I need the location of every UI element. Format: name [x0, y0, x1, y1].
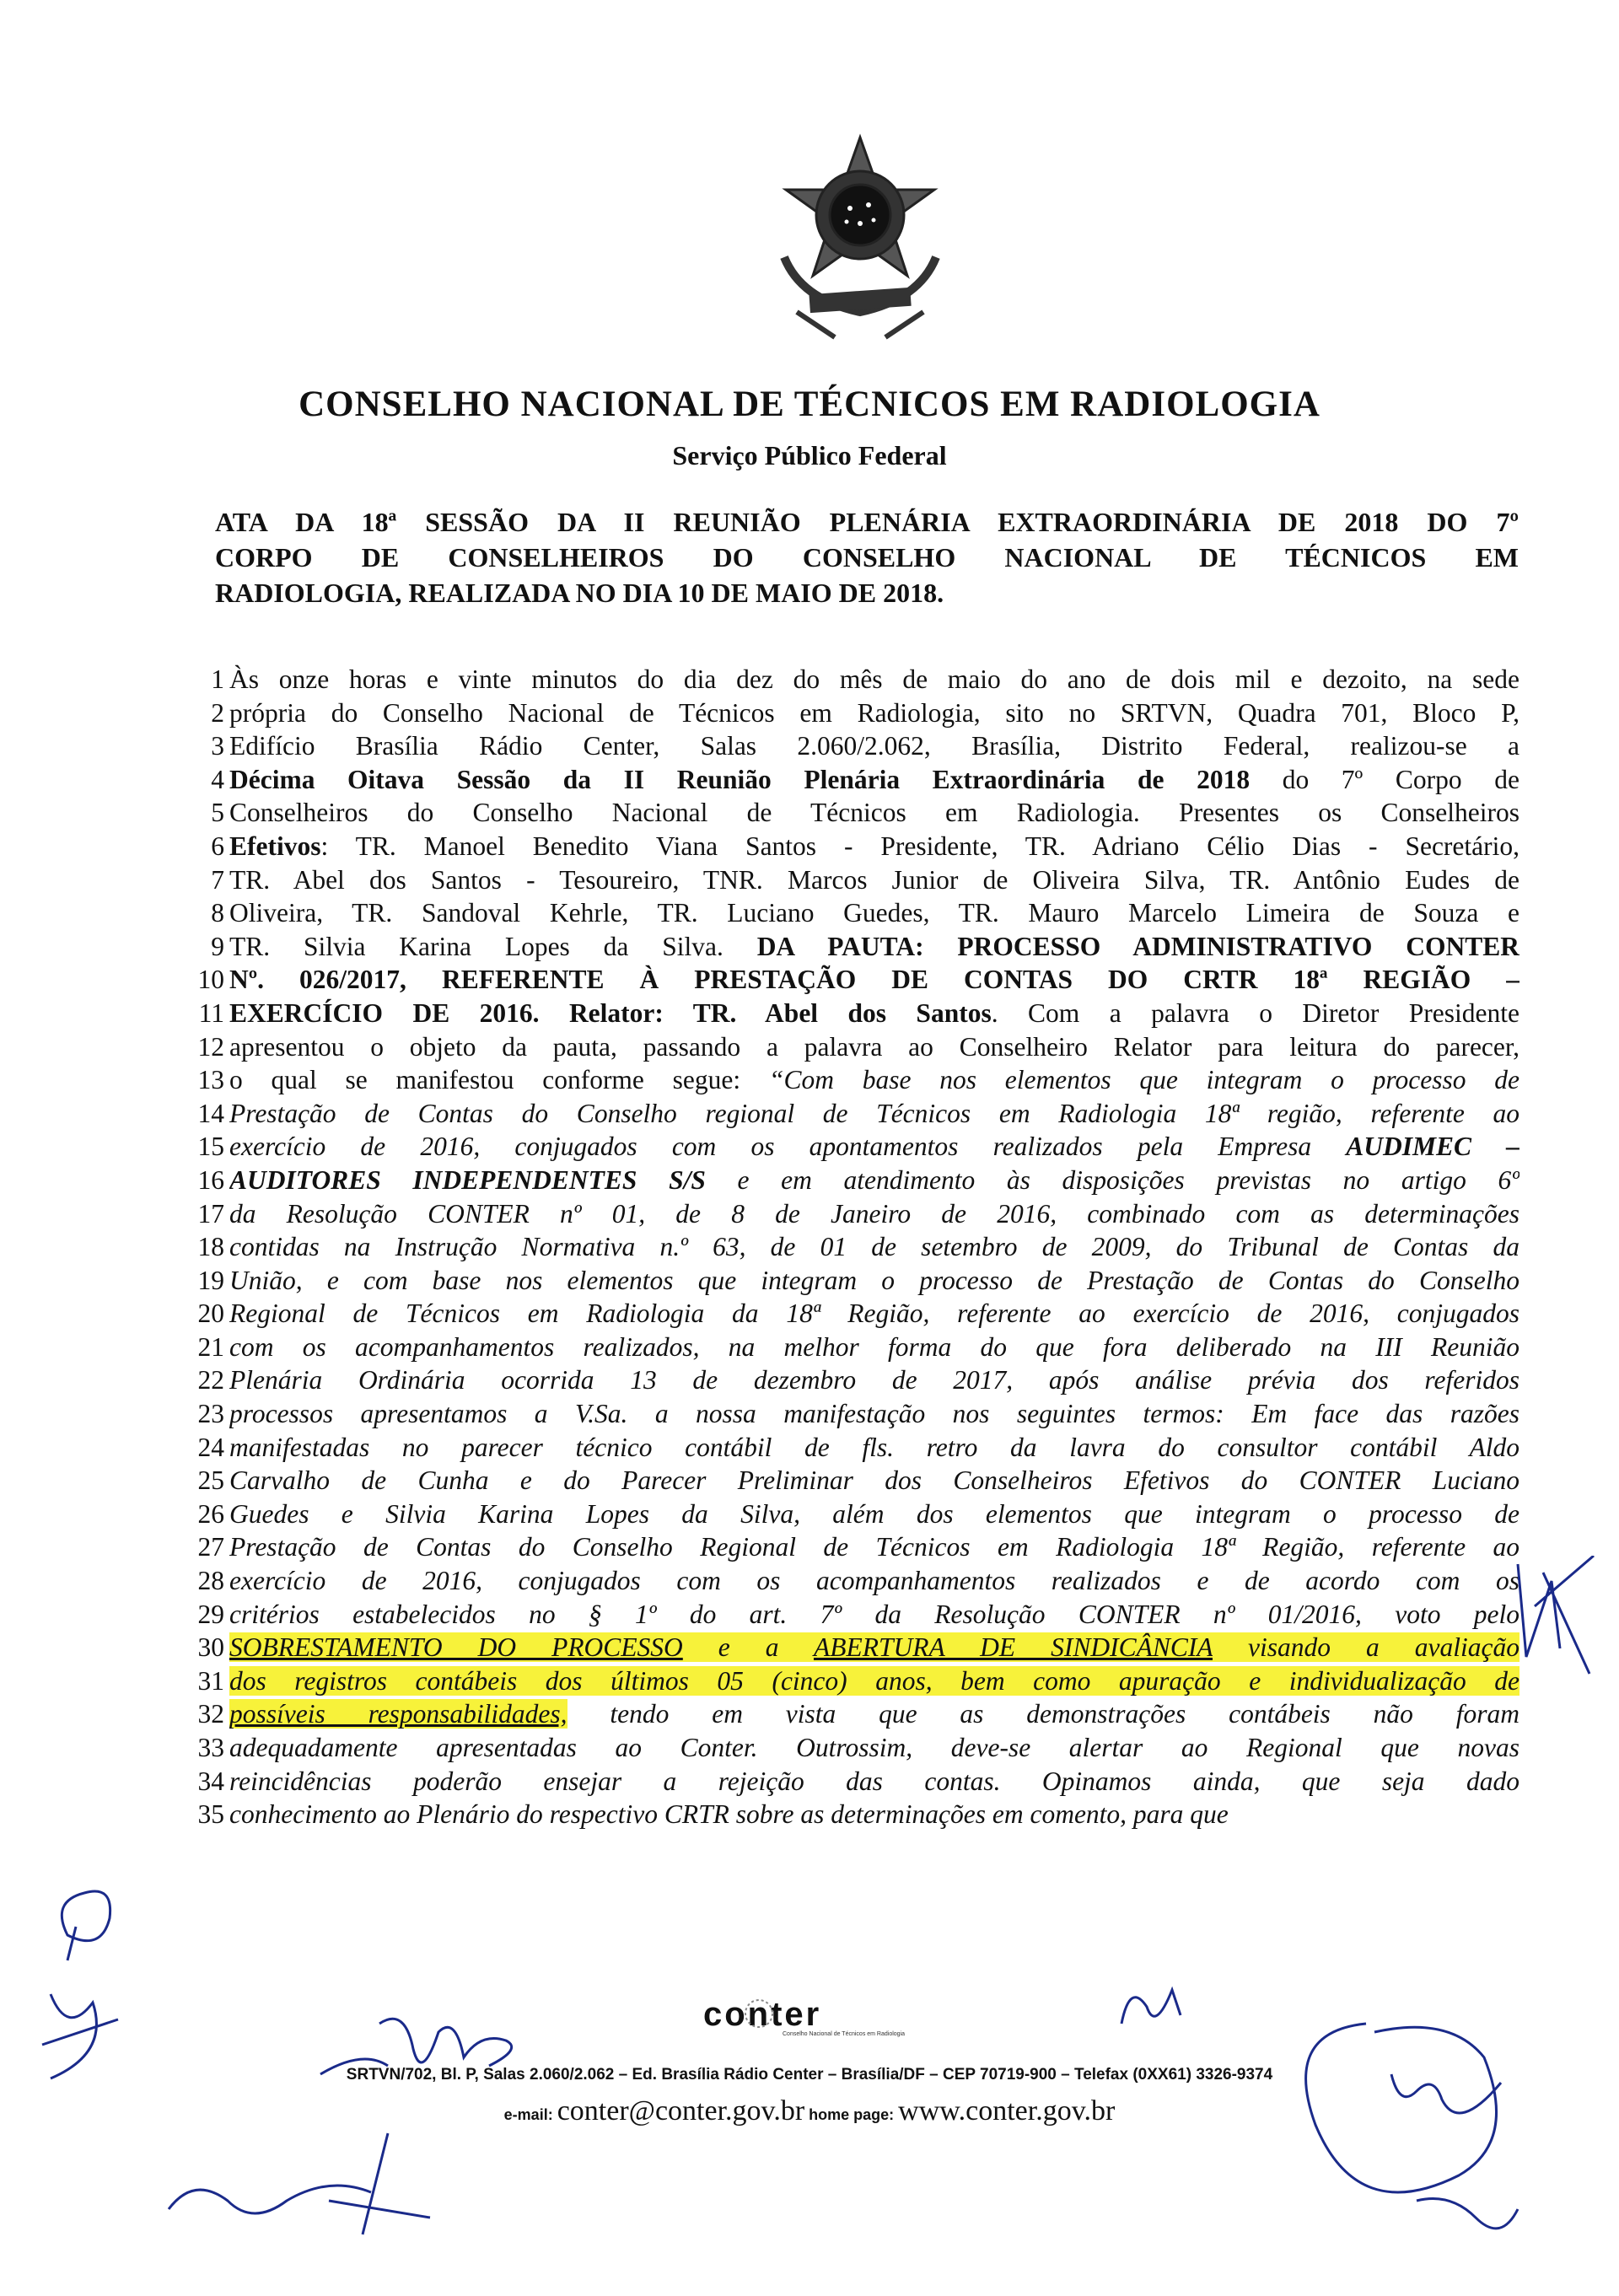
- highlighted-text: SOBRESTAMENTO DO PROCESSO: [229, 1632, 683, 1663]
- text-line: 20 Regional de Técnicos em Radiologia da 18ª Região, referente ao exercício de 2016, conjugados: [186, 1297, 1519, 1331]
- text-line: 7 TR. Abel dos Santos - Tesoureiro, TNR. Marcos Junior de Oliveira Silva, TR. Antônio Eudes de: [186, 863, 1519, 897]
- text-line: 22 Plenária Ordinária ocorrida 13 de dezembro de 2017, após análise prévia dos referidos: [186, 1363, 1519, 1397]
- line-number: 6: [211, 831, 224, 861]
- email-link[interactable]: conter@conter.gov.br: [557, 2095, 805, 2127]
- text-line: 5 Conselheiros do Conselho Nacional de Técnicos em Radiologia. Presentes os Conselheiros: [186, 796, 1519, 830]
- highlighted-text: possíveis responsabilidades,: [229, 1699, 567, 1729]
- text-line: 34 reincidências poderão ensejar a rejeição das contas. Opinamos ainda, que seja dado: [186, 1765, 1519, 1799]
- text-line: 27 Prestação de Contas do Conselho Regional de Técnicos em Radiologia 18ª Região, referente ao: [186, 1530, 1519, 1564]
- signature-bottom-left-2: [160, 2125, 438, 2243]
- line-number: 10: [197, 965, 224, 995]
- minutes-body: [186, 663, 1519, 1831]
- line-number: 27: [197, 1532, 224, 1562]
- text-line: 16 AUDITORES INDEPENDENTES S/S e em atendimento às disposições previstas no artigo 6º: [186, 1164, 1519, 1197]
- signature-right-margin: [1509, 1556, 1602, 1682]
- text-line: 4 Décima Oitava Sessão da II Reunião Plenária Extraordinária de 2018 do 7º Corpo de: [186, 763, 1519, 797]
- text-line: 33 adequadamente apresentadas ao Conter. Outrossim, deve-se alertar ao Regional que novas: [186, 1731, 1519, 1765]
- text-line: 26 Guedes e Silvia Karina Lopes da Silva, além dos elementos que integram o processo de: [186, 1498, 1519, 1531]
- text-line: 25 Carvalho de Cunha e do Parecer Preliminar dos Conselheiros Efetivos do CONTER Luciano: [186, 1464, 1519, 1498]
- svg-text:conter: conter: [703, 1997, 822, 2033]
- organization-subtitle: Serviço Público Federal: [672, 440, 947, 470]
- text-line: 32 possíveis responsabilidades, tendo em vista que as demonstrações contábeis não foram: [186, 1697, 1519, 1731]
- text-line: 10 Nº. 026/2017, REFERENTE À PRESTAÇÃO DE CONTAS DO CRTR 18ª REGIÃO –: [186, 963, 1519, 997]
- text-line: 3 Edifício Brasília Rádio Center, Salas 2.060/2.062, Brasília, Distrito Federal, realizou-se a: [186, 729, 1519, 763]
- text-line: 14 Prestação de Contas do Conselho regional de Técnicos em Radiologia 18ª região, referente ao: [186, 1097, 1519, 1131]
- text-line: 21 com os acompanhamentos realizados, na melhor forma do que fora deliberado na III Reunião: [186, 1331, 1519, 1364]
- homepage-link[interactable]: www.conter.gov.br: [898, 2095, 1116, 2127]
- line-number: 22: [197, 1365, 224, 1395]
- line-number: 11: [198, 997, 224, 1028]
- text-line: 24 manifestadas no parecer técnico contábil de fls. retro da lavra do consultor contábil Aldo: [186, 1431, 1519, 1465]
- text-line: 15 exercício de 2016, conjugados com os apontamentos realizados pela Empresa AUDIMEC –: [186, 1130, 1519, 1164]
- signature-left-margin: [34, 1868, 143, 2087]
- line-number: 25: [197, 1465, 224, 1496]
- minutes-title: [215, 504, 1519, 610]
- line-number: 16: [197, 1164, 224, 1195]
- text-line: 35 conhecimento ao Plenário do respectivo CRTR sobre as determinações em comento, para que: [186, 1798, 1519, 1831]
- line-number: 19: [197, 1265, 224, 1295]
- line-number: 28: [197, 1566, 224, 1596]
- signature-bottom-right: [1265, 2007, 1535, 2260]
- text-line: 19 União, e com base nos elementos que integram o processo de Prestação de Contas do Conselho: [186, 1264, 1519, 1298]
- conter-logo: [700, 1997, 953, 2039]
- line-number: 4: [211, 764, 224, 794]
- signature-bottom-left-1: [312, 1998, 531, 2091]
- line-number: 26: [197, 1498, 224, 1529]
- coat-of-arms-seal: [750, 131, 970, 350]
- text-line: [186, 1664, 1519, 1698]
- text-line: 12 apresentou o objeto da pauta, passando a palavra ao Conselheiro Relator para leitura do parecer,: [186, 1030, 1519, 1064]
- line-number: 5: [211, 798, 224, 828]
- line-number: 24: [197, 1432, 224, 1462]
- text-line: 29 critérios estabelecidos no § 1º do art. 7º da Resolução CONTER nº 01/2016, voto pelo: [186, 1598, 1519, 1632]
- line-number: 21: [197, 1331, 224, 1362]
- line-number: 32: [197, 1699, 224, 1729]
- line-number: 12: [197, 1031, 224, 1062]
- line-number: 29: [197, 1599, 224, 1629]
- line-number: 33: [197, 1733, 224, 1762]
- line-number: 20: [197, 1299, 224, 1329]
- line-number: 15: [197, 1132, 224, 1162]
- footer-address: SRTVN/702, Bl. P, Salas 2.060/2.062 – Ed. Brasília Rádio Center – Brasília/DF – CEP 70719-900 – Telefax (0XX61) 3326-9374: [346, 2066, 1273, 2084]
- organization-name: CONSELHO NACIONAL DE TÉCNICOS EM RADIOLOGIA: [299, 384, 1320, 424]
- text-line: 17 da Resolução CONTER nº 01, de 8 de Janeiro de 2016, combinado com as determinações: [186, 1197, 1519, 1231]
- text-line: 30 SOBRESTAMENTO DO PROCESSO e a ABERTURA DE SINDICÂNCIA visando a avaliação: [186, 1631, 1519, 1664]
- highlighted-text: dos registros contábeis dos últimos 05 (cinco) anos, bem como apuração e individualização de: [229, 1665, 1519, 1696]
- line-number: 3: [211, 731, 224, 761]
- footer-contact: e-mail: conter@conter.gov.br home page: www.conter.gov.br: [503, 2095, 1116, 2127]
- text-line: 13 o qual se manifestou conforme segue: “Com base nos elementos que integram o processo de: [186, 1063, 1519, 1097]
- text-line: 8 Oliveira, TR. Sandoval Kehrle, TR. Luciano Guedes, TR. Mauro Marcelo Limeira de Souza e: [186, 896, 1519, 930]
- signature-bottom-center: [1113, 1973, 1189, 2041]
- minutes-title-line: ATA DA 18ª SESSÃO DA II REUNIÃO PLENÁRIA EXTRAORDINÁRIA DE 2018 DO 7º: [215, 507, 1519, 537]
- line-number: 2: [211, 697, 224, 728]
- line-number: 23: [197, 1399, 224, 1429]
- line-number: 35: [197, 1799, 224, 1830]
- line-number: 17: [197, 1198, 224, 1229]
- text-line: 28 exercício de 2016, conjugados com os acompanhamentos realizados e de acordo com os: [186, 1564, 1519, 1598]
- line-number: 13: [197, 1065, 224, 1095]
- line-number: 8: [211, 898, 224, 928]
- highlighted-text: ABERTURA DE SINDICÂNCIA: [813, 1632, 1213, 1663]
- line-number: 18: [197, 1232, 224, 1262]
- line-number: 14: [197, 1098, 224, 1128]
- line-number: 1: [211, 664, 224, 694]
- line-number: 31: [197, 1665, 224, 1696]
- text-line: 11 EXERCÍCIO DE 2016. Relator: TR. Abel dos Santos. Com a palavra o Diretor Presidente: [186, 997, 1519, 1030]
- minutes-title-line: RADIOLOGIA, REALIZADA NO DIA 10 DE MAIO DE 2018.: [215, 578, 944, 608]
- text-line: 23 processos apresentamos a V.Sa. a nossa manifestação nos seguintes termos: Em face das razões: [186, 1397, 1519, 1431]
- text-line: 1 Às onze horas e vinte minutos do dia dez do mês de maio do ano de dois mil e dezoito, na sede: [186, 663, 1519, 696]
- text-line: 2 própria do Conselho Nacional de Técnicos em Radiologia, sito no SRTVN, Quadra 701, Bloco P,: [186, 696, 1519, 730]
- text-line: 9 TR. Silvia Karina Lopes da Silva. DA PAUTA: PROCESSO ADMINISTRATIVO CONTER: [186, 930, 1519, 964]
- minutes-title-line: CORPO DE CONSELHEIROS DO CONSELHO NACIONAL DE TÉCNICOS EM: [215, 542, 1519, 573]
- line-number: 7: [211, 864, 224, 895]
- text-line: 18 contidas na Instrução Normativa n.º 63, de 01 de setembro de 2009, do Tribunal de Contas da: [186, 1230, 1519, 1264]
- line-number: 34: [197, 1766, 224, 1796]
- svg-text:Conselho Nacional de Técnicos: Conselho Nacional de Técnicos em Radiologia: [783, 2031, 906, 2037]
- line-number: 30: [197, 1632, 224, 1663]
- line-number: 9: [211, 931, 224, 961]
- text-line: 6 Efetivos: TR. Manoel Benedito Viana Santos - Presidente, TR. Adriano Célio Dias - Secretário,: [186, 830, 1519, 863]
